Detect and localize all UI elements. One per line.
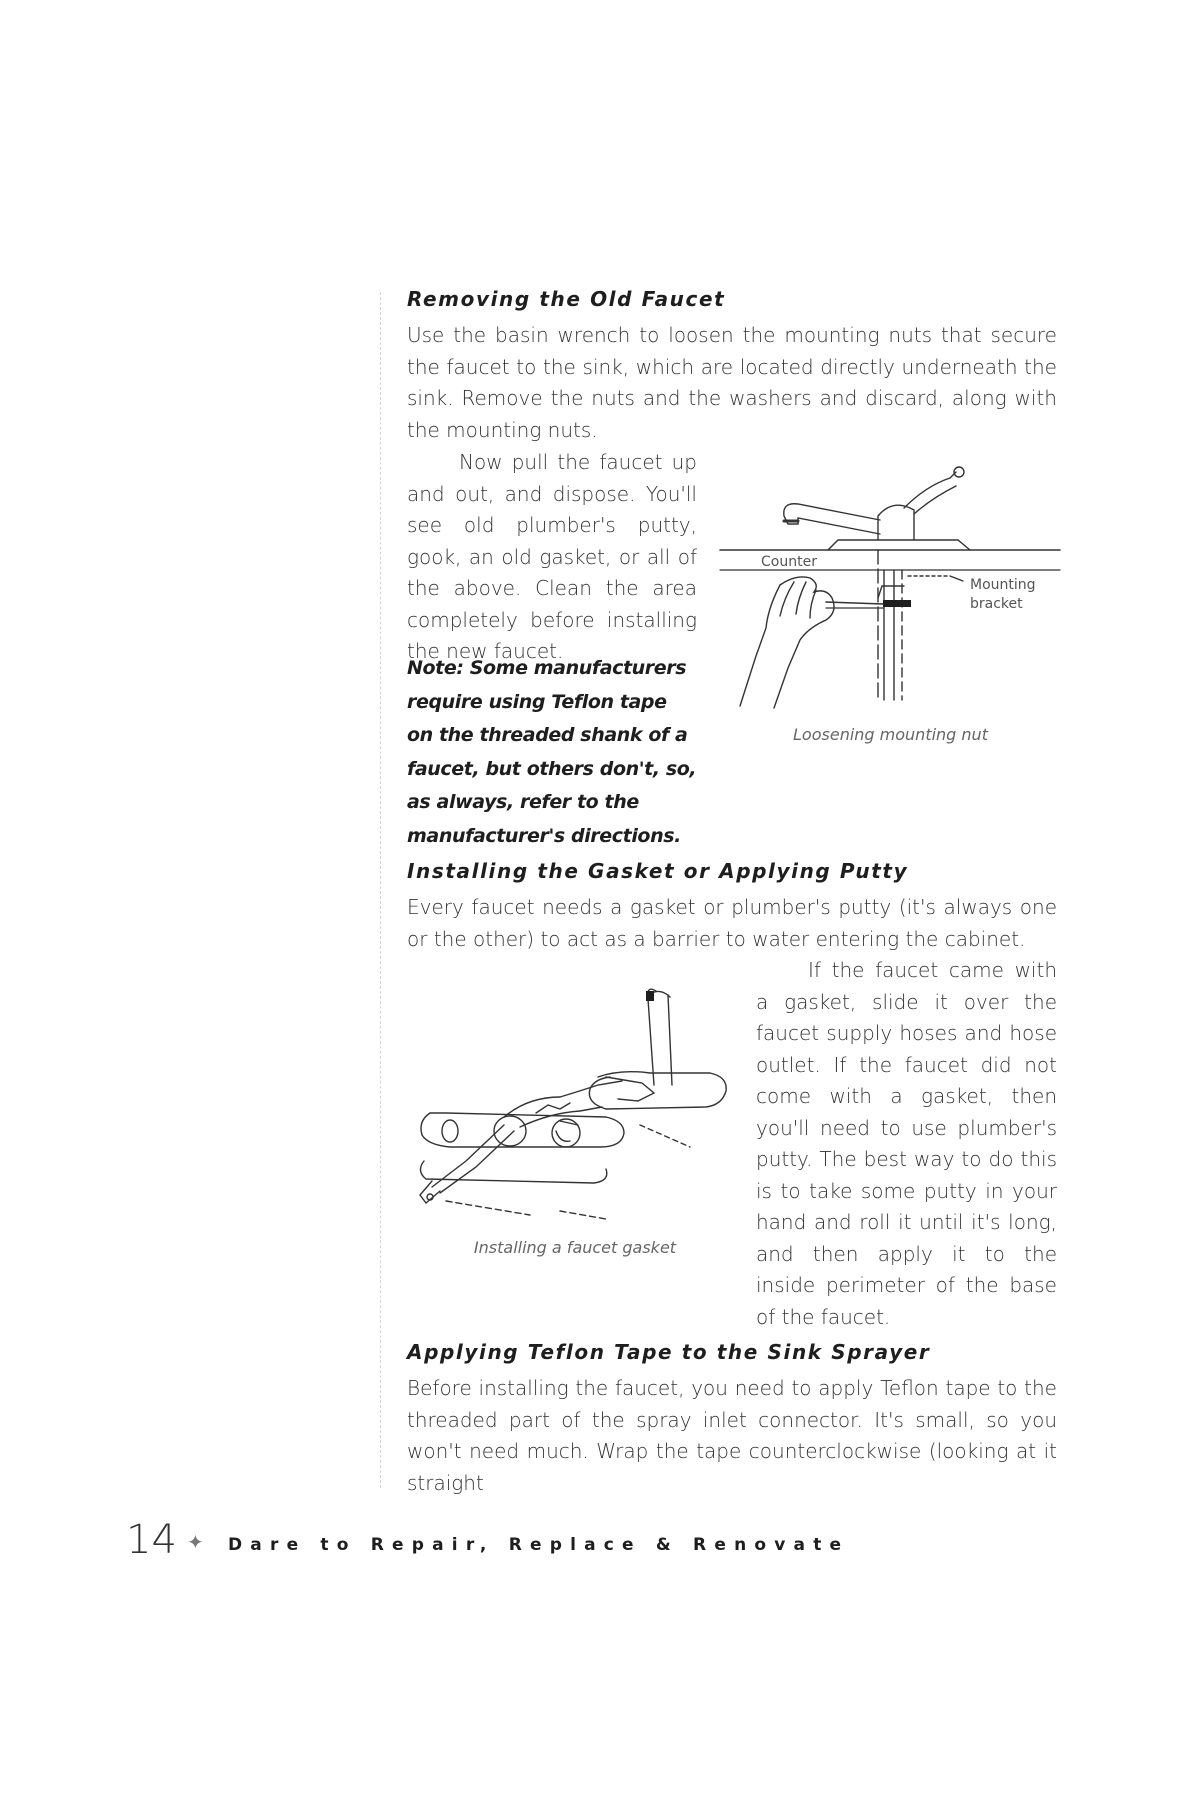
heading-installing-gasket: Installing the Gasket or Applying Putty	[407, 859, 909, 883]
gasket-illustration	[410, 985, 740, 1220]
label-bracket: bracket	[970, 596, 1023, 612]
heading-removing-old-faucet: Removing the Old Faucet	[407, 287, 726, 311]
paragraph-gasket-1: Every faucet needs a gasket or plumber's putty (it's always one or the other) to act as a barrier to water entering the cabinet.	[407, 895, 1057, 951]
figure-loosening-mounting-nut	[718, 458, 1063, 718]
margin-rule	[380, 292, 381, 1488]
running-title: Dare to Repair, Replace & Renovate	[228, 1535, 850, 1555]
caption-loosening-mounting-nut: Loosening mounting nut	[793, 725, 988, 744]
label-counter: Counter	[761, 554, 817, 570]
paragraph-removing-2: Now pull the faucet up and out, and dispose. You'll see old plumber's putty, gook, an old gasket, or all of the above. Clean the area completely before installing the new faucet.	[407, 450, 697, 663]
label-mounting: Mounting	[970, 577, 1036, 593]
note-teflon-shank: Note: Some manufacturers require using Teflon tape on the threaded shank of a faucet, but others don't, so, as always, refer to the manufacturer's directions.	[407, 657, 697, 847]
faucet-mounting-illustration	[718, 458, 1063, 718]
heading-applying-teflon-tape: Applying Teflon Tape to the Sink Sprayer	[407, 1340, 931, 1364]
separator-star-icon: ✦	[187, 1530, 204, 1554]
figure-installing-faucet-gasket	[410, 985, 740, 1220]
paragraph-teflon-1: Before installing the faucet, you need to apply Teflon tape to the threaded part of the spray inlet connector. It's small, so you won't need much. Wrap the tape counterclockwise (looking at it straight	[407, 1376, 1057, 1495]
page-number: 14	[126, 1517, 177, 1563]
paragraph-gasket-2: If the faucet came with a gasket, slide it over the faucet supply hoses and hose outlet. If the faucet did not come with a gasket, then you'll need to use plumber's putty. The best way to do this is to take some putty in your hand and roll it until it's long, and then apply it to the inside perimeter of the base of the faucet.	[756, 958, 1057, 1329]
paragraph-removing-1: Use the basin wrench to loosen the mounting nuts that secure the faucet to the sink, which are located directly underneath the sink. Remove the nuts and the washers and discard, along with the mounting nuts.	[407, 323, 1057, 442]
caption-installing-faucet-gasket: Installing a faucet gasket	[473, 1238, 677, 1257]
